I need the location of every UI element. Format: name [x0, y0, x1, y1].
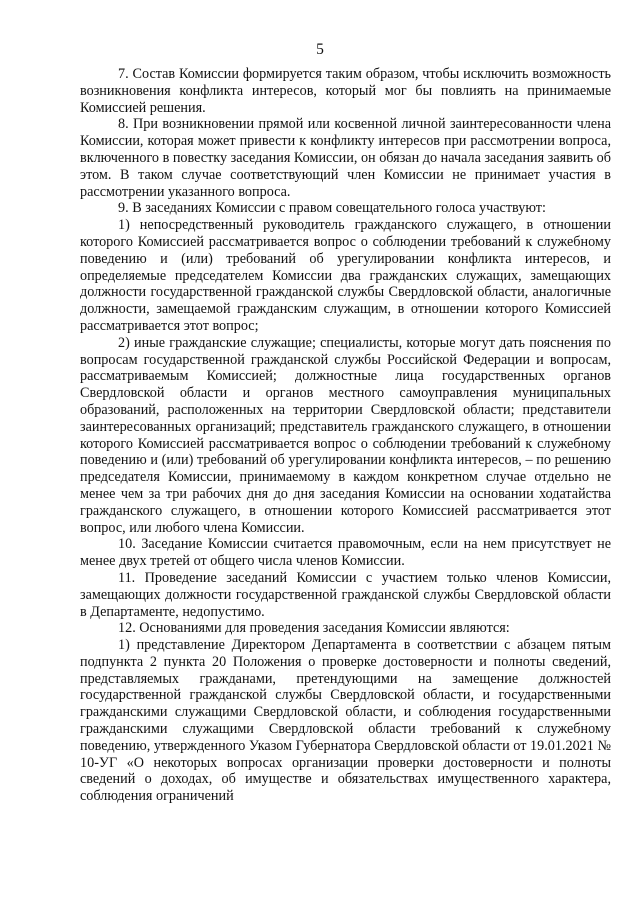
- paragraph-12-item-1: 1) представление Директором Департамента в соответствии с абзацем пятым подпункта 2 пункта 20 Положения о проверке достоверности и полноты сведений, представляемых гражданами, претендующими на замещение должностей государственной гражданской службы Свердловской области, и государственными гражданскими служащими Свердловской области, и соблюдения государственными гражданскими служащими Свердловской области требований к служебному поведению, утвержденного Указом Губернатора Свердловской области от 19.01.2021 № 10-УГ «О некоторых вопросах организации проверки достоверности и полноты сведений о доходах, об имуществе и обязательствах имущественного характера, соблюдения ограничений: [80, 637, 611, 805]
- paragraph-9-advisory-participants: 9. В заседаниях Комиссии с правом совещательного голоса участвуют:: [118, 200, 546, 217]
- paragraph-10-quorum: 10. Заседание Комиссии считается правомочным, если на нем присутствует не менее двух третей от общего числа членов Комиссии.: [80, 536, 611, 570]
- paragraph-11-restriction: 11. Проведение заседаний Комиссии с участием только членов Комиссии, замещающих должности государственной гражданской службы Свердловской области в Департаменте, недопустимо.: [80, 569, 611, 620]
- document-body: [80, 66, 611, 805]
- page-number: 5: [316, 41, 324, 58]
- paragraph-7-composition: 7. Состав Комиссии формируется таким образом, чтобы исключить возможность возникновения конфликта интересов, который мог бы повлиять на принимаемые Комиссией решения.: [80, 66, 611, 116]
- paragraph-9-item-1: 1) непосредственный руководитель гражданского служащего, в отношении которого Комиссией рассматривается вопрос о соблюдении требований к служебному поведению и (или) требований об урегулировании конфликта интересов, и определяемые председателем Комиссии два гражданских служащих, замещающих должности государственной гражданской службы Свердловской области, аналогичные должности, замещаемой гражданским служащим, в отношении которого Комиссией рассматривается этот вопрос;: [80, 217, 611, 334]
- paragraph-12-grounds: 12. Основаниями для проведения заседания Комиссии являются:: [118, 620, 510, 637]
- paragraph-9-item-2: 2) иные гражданские служащие; специалисты, которые могут дать пояснения по вопросам государственной гражданской службы Российской Федерации и вопросам, рассматриваемым Комиссией; должностные лица государственных органов Свердловской области и органов местного самоуправления муниципальных образований, расположенных на территории Свердловской области; представители заинтересованных организаций; представитель гражданского служащего, в отношении которого Комиссией рассматривается вопрос о соблюдении требований к служебному поведению и (или) требований об урегулировании конфликта интересов, – по решению председателя Комиссии, принимаемому в каждом конкретном случае отдельно не менее чем за три рабочих дня до дня заседания Комиссии на основании ходатайства гражданского служащего, в отношении которого Комиссией рассматривается этот вопрос, или любого члена Комиссии.: [80, 334, 611, 536]
- paragraph-8-conflict-of-interest: 8. При возникновении прямой или косвенной личной заинтересованности члена Комиссии, которая может привести к конфликту интересов при рассмотрении вопроса, включенного в повестку заседания Комиссии, он обязан до начала заседания заявить об этом. В таком случае соответствующий член Комиссии не принимает участия в рассмотрении указанного вопроса.: [80, 116, 611, 200]
